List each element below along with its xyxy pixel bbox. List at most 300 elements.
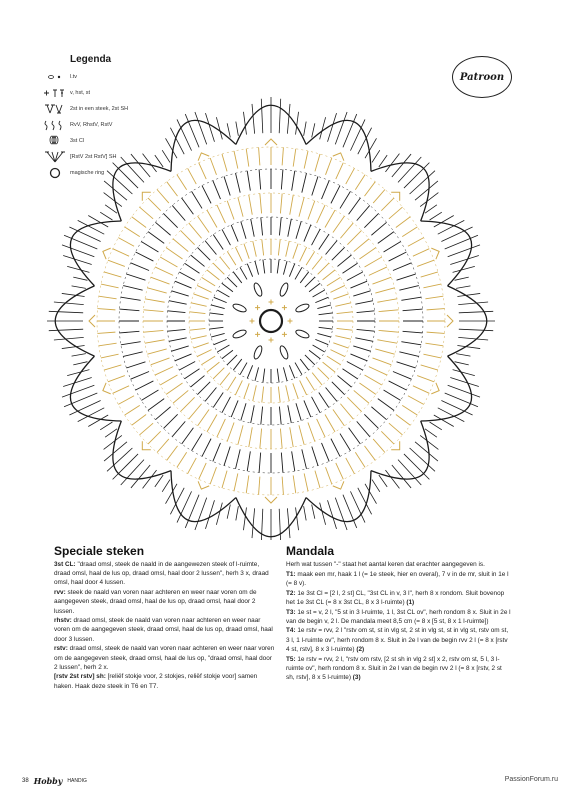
stitch-mark bbox=[118, 238, 134, 247]
legend-item bbox=[40, 101, 240, 117]
stitch-mark bbox=[349, 198, 361, 214]
stitch-mark bbox=[100, 212, 112, 220]
stitch-mark bbox=[169, 301, 187, 305]
stitch-mark bbox=[145, 299, 165, 302]
stitch-mark bbox=[217, 345, 229, 352]
stitch-mark bbox=[312, 123, 315, 137]
stitch-mark bbox=[296, 112, 299, 135]
stitch-mark bbox=[162, 480, 170, 492]
stitch-mark bbox=[289, 264, 294, 277]
stitch-mark bbox=[104, 365, 121, 370]
stitch-mark bbox=[398, 460, 421, 485]
stitch-mark bbox=[113, 454, 138, 479]
stitch-mark bbox=[205, 500, 214, 529]
watermark: PassionForum.ru bbox=[504, 776, 558, 783]
stitch-mark bbox=[347, 272, 363, 280]
stitch-mark bbox=[397, 362, 416, 368]
stitch-mark bbox=[227, 377, 236, 391]
stitch-mark bbox=[253, 385, 257, 401]
stitch-mark bbox=[191, 336, 207, 340]
stitch-mark bbox=[211, 305, 225, 309]
stitch-mark bbox=[393, 263, 411, 271]
stitch-mark bbox=[217, 290, 229, 297]
stitch-mark bbox=[179, 362, 195, 370]
stitch-mark bbox=[172, 421, 185, 436]
stitch-mark bbox=[319, 235, 329, 250]
stitch-mark bbox=[105, 429, 117, 437]
stitch-mark bbox=[101, 354, 119, 358]
stitch-mark bbox=[304, 473, 308, 491]
relief-together-icon bbox=[40, 150, 70, 164]
stitch-mark bbox=[108, 376, 125, 382]
stitch-mark bbox=[427, 309, 445, 310]
stitch-mark bbox=[304, 225, 311, 242]
cross-stitch-mark bbox=[269, 300, 274, 305]
stitch-mark bbox=[296, 403, 301, 420]
stitch-mark bbox=[238, 425, 243, 444]
stitch-mark bbox=[337, 376, 351, 387]
stitch-mark bbox=[247, 365, 252, 378]
stitch-mark bbox=[333, 294, 348, 299]
stitch-mark bbox=[247, 171, 250, 191]
stitch-mark bbox=[415, 442, 438, 461]
special-stitches-section bbox=[54, 544, 276, 691]
stitch-mark bbox=[191, 255, 205, 266]
stitch-mark bbox=[227, 355, 237, 365]
stitch-mark bbox=[194, 343, 209, 348]
stitch-mark bbox=[371, 222, 386, 235]
stitch-mark bbox=[171, 346, 188, 351]
stitch-symbols-icon bbox=[40, 88, 70, 98]
stitch-mark bbox=[357, 329, 375, 331]
stitch-mark bbox=[340, 191, 350, 208]
stitch-mark bbox=[62, 385, 94, 397]
stitch-mark bbox=[453, 266, 475, 272]
stitch-mark bbox=[389, 423, 403, 435]
stitch-mark bbox=[249, 427, 252, 447]
stitch-mark bbox=[373, 189, 385, 203]
stitch-mark bbox=[222, 283, 233, 292]
cluster-mark bbox=[295, 329, 310, 340]
stitch-mark bbox=[263, 260, 265, 274]
stitch-mark bbox=[290, 427, 293, 447]
stitch-mark bbox=[308, 201, 315, 220]
stitch-mark bbox=[401, 342, 421, 345]
stitch-mark bbox=[326, 387, 337, 401]
stitch-mark bbox=[287, 104, 290, 134]
round-instruction bbox=[286, 626, 512, 654]
stitch-mark bbox=[317, 305, 331, 309]
cluster-mark bbox=[279, 282, 290, 297]
stitch-mark bbox=[337, 312, 353, 314]
stitch-mark bbox=[213, 368, 224, 379]
stitch-mark bbox=[243, 507, 246, 530]
stitch-mark bbox=[343, 263, 358, 273]
stitch-mark bbox=[214, 297, 227, 302]
round-text: 1e rstv = rvv, 2 l "rstv om st, st in vlg st, 2 st in vlg st, st in vlg st, rstv om st, 3 l, 1 l-ruimte ov", herh rondom 8 x. Sluit in 2e l van de begin rvv 2 l (= 8 x [rstv 4 st, rstv], 8 x 3 l-ruimte) bbox=[286, 627, 509, 653]
stitch-mark bbox=[346, 458, 355, 474]
stitch-mark bbox=[448, 245, 480, 257]
gold-fan-mark bbox=[265, 139, 277, 145]
stitch-mark bbox=[235, 247, 242, 261]
stitch-mark bbox=[306, 252, 315, 266]
stitch-mark bbox=[171, 291, 188, 296]
round-text: maak een mr, haak 1 l (= 1e steek, hier en overal), 7 v in de mr, sluit in 1e l (= 8 v). bbox=[286, 570, 509, 587]
stitch-mark bbox=[249, 195, 252, 215]
stitch-mark bbox=[317, 419, 325, 437]
stitch-mark bbox=[453, 370, 475, 376]
stitch-mark bbox=[244, 383, 249, 398]
stitch-mark bbox=[393, 372, 411, 380]
stitch-mark bbox=[123, 286, 142, 291]
stitch-mark bbox=[401, 297, 421, 300]
stitch-description: draad omsl, steek de naald van voren naar achteren en weer naar voren om de aangegeven steek, draad omsl, haal de lus op, draad omsl, haal door 3 lussen. bbox=[54, 617, 273, 643]
stitch-mark bbox=[357, 421, 370, 436]
stitch-description: steek de naald van voren naar achteren en weer naar voren om de aangegeven steek, draad omsl, haal de lus op, draad omsl, haal door 2 lussen. bbox=[54, 589, 257, 615]
stitch-mark bbox=[197, 285, 211, 292]
stitch-mark bbox=[253, 241, 257, 257]
stitch-mark bbox=[364, 414, 378, 428]
legend-item bbox=[40, 165, 240, 181]
legend-item bbox=[40, 117, 240, 133]
stitch-mark bbox=[108, 260, 125, 266]
stitch-mark bbox=[372, 358, 391, 365]
stitch-mark bbox=[288, 219, 292, 237]
stitch-mark bbox=[377, 299, 397, 302]
stitch-mark bbox=[222, 229, 230, 245]
stitch-mark bbox=[278, 387, 280, 403]
stitch-mark bbox=[347, 362, 363, 370]
stitch-mark bbox=[151, 358, 170, 365]
stitch-mark bbox=[318, 263, 329, 274]
stitch-mark bbox=[213, 263, 224, 274]
stitch-mark bbox=[340, 223, 353, 238]
stitch-mark bbox=[222, 397, 230, 413]
stitch-term: rvv: bbox=[54, 589, 66, 597]
stitch-mark bbox=[280, 429, 282, 449]
stitch-mark bbox=[319, 327, 333, 329]
stitch-mark bbox=[166, 383, 182, 394]
stitch-mark bbox=[244, 244, 249, 259]
stitch-mark bbox=[325, 210, 335, 227]
stitch-mark bbox=[173, 239, 188, 252]
stitch-mark bbox=[97, 309, 115, 310]
stitch-mark bbox=[312, 447, 318, 466]
stitch-mark bbox=[224, 447, 230, 466]
stitch-mark bbox=[323, 270, 336, 280]
stitch-mark bbox=[259, 477, 260, 495]
stitch-mark bbox=[319, 313, 333, 315]
stitch-mark bbox=[101, 284, 119, 288]
stitch-mark bbox=[372, 150, 380, 162]
stitch-mark bbox=[306, 377, 315, 391]
stitch-mark bbox=[99, 296, 117, 299]
stitch-mark bbox=[346, 168, 355, 184]
stitch-mark bbox=[381, 198, 394, 211]
stitch-mark bbox=[168, 311, 186, 313]
legend-title: Legenda bbox=[70, 54, 112, 65]
stitch-mark bbox=[255, 367, 259, 381]
stitch-mark bbox=[167, 446, 178, 460]
legend-item-label: 3st Cl bbox=[70, 138, 85, 144]
stitch-mark bbox=[459, 329, 493, 331]
stitch-mark bbox=[375, 349, 394, 354]
stitch-mark bbox=[235, 380, 242, 394]
stitch-mark bbox=[373, 439, 385, 453]
stitch-mark bbox=[227, 422, 234, 441]
stitch-term: [rstv 2st rstv] sh: bbox=[54, 673, 106, 681]
stitch-mark bbox=[168, 329, 186, 331]
stitch-mark bbox=[277, 260, 279, 274]
stitch-mark bbox=[141, 390, 158, 400]
stitch-mark bbox=[392, 465, 411, 488]
cross-stitch-mark bbox=[255, 332, 260, 337]
stitch-mark bbox=[292, 451, 295, 471]
two-together-icon bbox=[40, 103, 70, 115]
stitch-mark bbox=[197, 382, 210, 395]
stitch-mark bbox=[304, 122, 307, 136]
stitch-mark bbox=[336, 463, 343, 479]
stitch-mark bbox=[194, 294, 209, 299]
stitch-mark bbox=[62, 346, 85, 349]
stitch-mark bbox=[231, 400, 238, 417]
stitch-mark bbox=[246, 149, 249, 167]
stitch-mark bbox=[259, 169, 261, 189]
stitch-mark bbox=[364, 182, 375, 196]
stitch-mark bbox=[222, 350, 233, 359]
special-stitch-entry bbox=[54, 616, 276, 644]
stitch-mark bbox=[197, 247, 210, 260]
stitch-mark bbox=[315, 339, 328, 344]
stitch-mark bbox=[279, 407, 281, 425]
round-tag: (3) bbox=[352, 673, 361, 681]
stitch-mark bbox=[384, 242, 401, 252]
special-stitch-entry bbox=[54, 588, 276, 616]
stitch-mark bbox=[104, 193, 122, 207]
stitch-mark bbox=[246, 475, 249, 493]
stitch-mark bbox=[326, 467, 332, 484]
stitch-mark bbox=[227, 505, 230, 519]
stitch-mark bbox=[317, 333, 331, 337]
stitch-mark bbox=[136, 252, 154, 261]
stitch-mark bbox=[355, 452, 365, 467]
stitch-mark bbox=[336, 163, 343, 179]
stitch-mark bbox=[372, 277, 391, 284]
stitch-mark bbox=[104, 435, 122, 449]
stitch-mark bbox=[320, 117, 326, 139]
stitch-mark bbox=[384, 390, 401, 400]
stitch-mark bbox=[430, 422, 442, 430]
stitch-mark bbox=[227, 277, 237, 287]
stitch-mark bbox=[131, 263, 149, 271]
stitch-mark bbox=[427, 332, 445, 333]
stitch-mark bbox=[148, 198, 161, 211]
stitch-mark bbox=[104, 181, 127, 200]
stitch-mark bbox=[49, 311, 83, 313]
stitch-mark bbox=[378, 232, 394, 244]
stitch-mark bbox=[322, 181, 330, 199]
hobby-logo: Hobby bbox=[33, 776, 63, 786]
legend-item-label: [RstV 2st RstV] SH bbox=[70, 154, 117, 160]
stitch-mark bbox=[357, 311, 375, 313]
stitch-mark bbox=[279, 218, 281, 236]
stitch-mark bbox=[231, 225, 238, 242]
round-text: 1e st = v, 2 l, "5 st in 3 l-ruimte, 1 l, 3st CL ov", herh rondom 8 x. Sluit in 2e l van de begin v, 2 l. De mandala meet 8,5 cm (= 8 x [5 st, 8 x 1 l-ruimte]) bbox=[286, 608, 511, 625]
stitch-mark bbox=[457, 346, 480, 349]
stitch-mark bbox=[402, 227, 417, 237]
stitch-mark bbox=[202, 356, 216, 365]
stitch-mark bbox=[420, 193, 438, 207]
stitch-mark bbox=[364, 446, 375, 460]
stitch-mark bbox=[355, 175, 365, 190]
stitch-mark bbox=[347, 230, 361, 244]
stitch-mark bbox=[299, 425, 304, 444]
stitch-description: [reliëf stokje voor, 2 stokjes, reliëf stokje voor] samen haken. Haak deze steek in T6 en T7. bbox=[54, 673, 258, 690]
stitch-mark bbox=[430, 212, 442, 220]
stitch-mark bbox=[399, 286, 418, 291]
stitch-mark bbox=[295, 267, 302, 279]
stitch-mark bbox=[403, 309, 423, 311]
stitch-mark bbox=[238, 197, 243, 216]
stitch-mark bbox=[241, 403, 246, 420]
stitch-mark bbox=[205, 241, 216, 255]
stitch-mark bbox=[131, 372, 149, 380]
stitch-mark bbox=[317, 205, 325, 223]
mandala-intro: Herh wat tussen "-" staat het aantal keren dat erachter aangegeven is. bbox=[286, 561, 485, 568]
stitch-mark bbox=[121, 342, 141, 345]
stitch-mark bbox=[143, 330, 163, 332]
stitch-mark bbox=[192, 434, 202, 451]
magic-ring-icon bbox=[40, 166, 70, 180]
cross-stitch-mark bbox=[282, 305, 287, 310]
stitch-mark bbox=[173, 390, 188, 403]
stitch-mark bbox=[145, 340, 165, 343]
stitch-mark bbox=[417, 260, 434, 266]
stitch-mark bbox=[295, 363, 302, 375]
stitch-mark bbox=[332, 382, 345, 395]
legend-item-label: RvV, RhstV, RstV bbox=[70, 122, 113, 128]
stitch-mark bbox=[252, 508, 255, 538]
stitch-mark bbox=[180, 230, 194, 244]
stitch-mark bbox=[315, 471, 320, 488]
stitch-mark bbox=[240, 267, 247, 279]
stitch-mark bbox=[255, 261, 259, 275]
stitch-mark bbox=[213, 393, 223, 408]
stitch-mark bbox=[302, 449, 307, 468]
stitch-mark bbox=[195, 498, 207, 530]
stitch-mark bbox=[277, 369, 279, 383]
stitch-mark bbox=[315, 154, 320, 171]
stitch-mark bbox=[425, 429, 437, 437]
stitch-mark bbox=[72, 354, 86, 357]
stitch-mark bbox=[328, 500, 337, 529]
stitch-mark bbox=[131, 465, 150, 488]
stitch-mark bbox=[369, 367, 387, 375]
stitch-mark bbox=[185, 369, 200, 379]
stitch-mark bbox=[455, 277, 469, 280]
stitch-mark bbox=[305, 355, 315, 365]
stitch-mark bbox=[293, 149, 296, 167]
stitch-mark bbox=[179, 272, 195, 280]
stitch-mark bbox=[379, 155, 387, 167]
stitch-mark bbox=[121, 297, 141, 300]
stitch-mark bbox=[198, 409, 209, 425]
stitch-mark bbox=[217, 205, 225, 223]
cluster-icon bbox=[40, 135, 70, 147]
stitch-mark bbox=[54, 302, 84, 305]
stitch-mark bbox=[197, 350, 211, 357]
stitch-term: rstv: bbox=[54, 645, 68, 653]
stitch-mark bbox=[347, 397, 361, 411]
round-instruction bbox=[286, 589, 512, 607]
cross-stitch-mark bbox=[282, 332, 287, 337]
stitch-mark bbox=[381, 431, 394, 444]
stitch-mark bbox=[63, 378, 92, 387]
stitch-mark bbox=[289, 365, 294, 378]
stitch-mark bbox=[300, 380, 307, 394]
stitch-mark bbox=[335, 112, 347, 144]
stitch-mark bbox=[188, 458, 197, 474]
stitch-mark bbox=[202, 277, 216, 286]
stitch-mark bbox=[364, 214, 378, 228]
stitch-mark bbox=[279, 509, 281, 540]
stitch-mark bbox=[312, 257, 322, 270]
stitch-mark bbox=[189, 223, 202, 238]
stitch-mark bbox=[353, 291, 370, 296]
stitch-mark bbox=[67, 370, 89, 376]
stitch-mark bbox=[333, 216, 344, 232]
stitch-mark bbox=[354, 390, 369, 403]
round-tag: (2) bbox=[356, 645, 365, 653]
round-instruction bbox=[286, 655, 512, 683]
stitch-mark bbox=[312, 229, 320, 245]
stitch-mark bbox=[359, 383, 375, 394]
stitch-mark bbox=[143, 310, 163, 312]
stitch-mark bbox=[330, 285, 344, 292]
stitch-mark bbox=[300, 247, 307, 261]
stitch-mark bbox=[304, 506, 307, 520]
stitch-mark bbox=[123, 352, 142, 357]
stitch-mark bbox=[73, 362, 87, 365]
stitch-mark bbox=[355, 338, 373, 342]
stitch-mark bbox=[369, 267, 387, 275]
stitch-mark bbox=[126, 362, 145, 368]
mandala-title: Mandala bbox=[286, 544, 335, 558]
gold-fan-mark bbox=[333, 151, 346, 161]
stitch-mark bbox=[319, 393, 329, 408]
stitch-mark bbox=[417, 376, 434, 382]
stitch-mark bbox=[278, 240, 280, 256]
stitch-mark bbox=[261, 407, 263, 425]
stitch-mark bbox=[287, 508, 290, 538]
stitch-mark bbox=[330, 350, 344, 357]
stitch-mark bbox=[243, 112, 246, 135]
stitch-mark bbox=[349, 428, 361, 444]
stitch-mark bbox=[121, 460, 144, 485]
stitch-mark bbox=[421, 272, 438, 277]
stitch-mark bbox=[260, 429, 262, 449]
stitch-mark bbox=[335, 336, 351, 340]
stitch-mark bbox=[189, 404, 202, 419]
stitch-mark bbox=[125, 405, 140, 415]
stitch-mark bbox=[155, 222, 170, 235]
stitch-mark bbox=[413, 249, 429, 256]
stitch-mark bbox=[105, 205, 117, 213]
stitch-mark bbox=[227, 252, 236, 266]
stitch-mark bbox=[251, 405, 255, 423]
stitch-mark bbox=[155, 475, 163, 487]
stitch-mark bbox=[331, 186, 340, 204]
